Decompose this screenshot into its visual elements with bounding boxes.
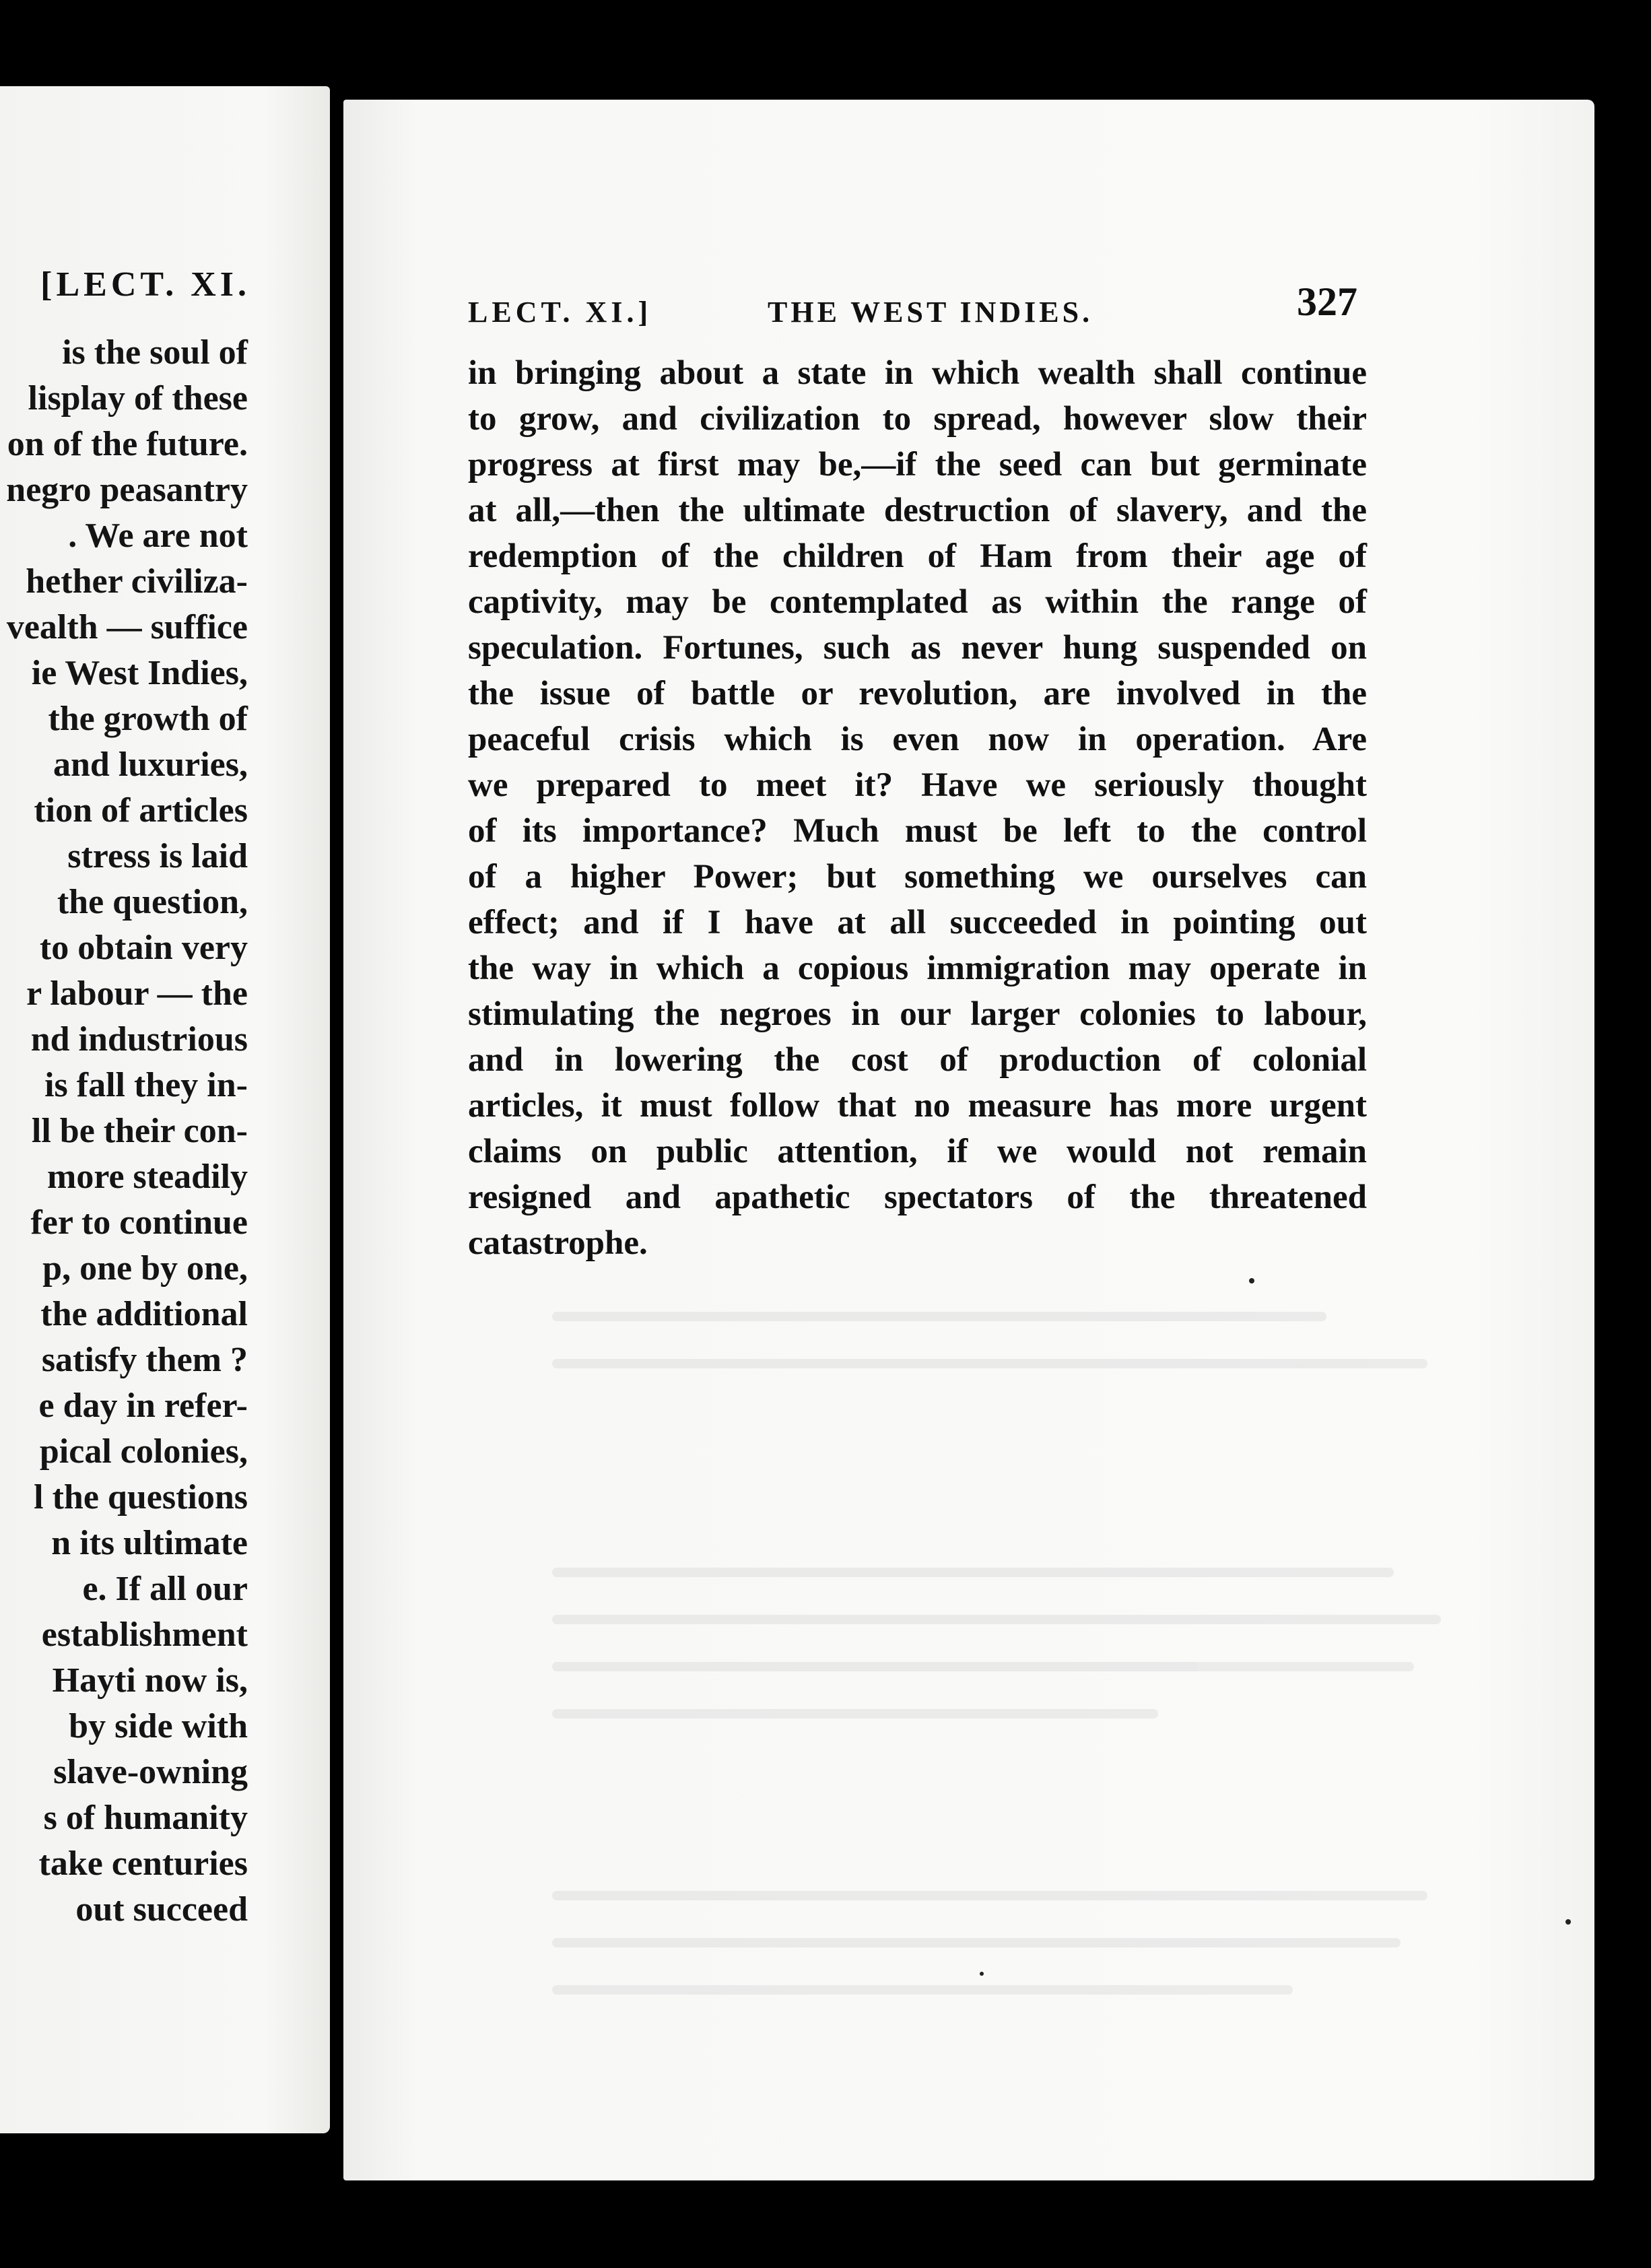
text-line: we prepared to meet it? Have we seriously thought [468, 766, 1367, 804]
running-head-title: THE WEST INDIES. [768, 296, 1093, 329]
text-line: satisfy them ? [41, 1341, 248, 1379]
left-page [0, 86, 330, 2133]
text-line: fer to continue [30, 1203, 248, 1242]
text-line: the issue of battle or revolution, are involved in the [468, 675, 1367, 712]
text-line: ie West Indies, [31, 654, 248, 692]
text-line: redemption of the children of Ham from their age of [468, 537, 1367, 575]
text-line: slave-owning [53, 1753, 248, 1791]
text-line: stimulating the negroes in our larger colonies to labour, [468, 995, 1367, 1033]
text-line: . We are not [68, 516, 248, 555]
text-line: pical colonies, [39, 1432, 248, 1471]
text-line: articles, it must follow that no measure has more urgent [468, 1087, 1367, 1125]
text-line: claims on public attention, if we would not remain [468, 1133, 1367, 1170]
text-line: n its ultimate [51, 1524, 248, 1562]
text-line: hether civiliza- [26, 562, 248, 601]
text-line: the way in which a copious immigration may operate in [468, 949, 1367, 987]
left-page-text [6, 330, 248, 1933]
text-line: captivity, may be contemplated as within the range of [468, 583, 1367, 621]
text-line: out succeed [75, 1890, 248, 1929]
paper-speck [1249, 1278, 1254, 1283]
text-line: to obtain very [39, 929, 248, 967]
text-line: tion of articles [34, 791, 248, 830]
text-line: p, one by one, [42, 1249, 248, 1288]
text-line: ll be their con- [31, 1112, 248, 1150]
text-line: speculation. Fortunes, such as never hung suspended on [468, 629, 1367, 667]
text-line: in bringing about a state in which wealth shall continue [468, 354, 1367, 392]
page-number: 327 [1297, 279, 1357, 324]
left-running-head: [LECT. XI. [40, 265, 250, 304]
text-line: on of the future. [7, 425, 248, 463]
text-line: negro peasantry [6, 471, 248, 509]
text-line: more steadily [47, 1158, 248, 1196]
right-page [343, 100, 1594, 2180]
paper-speck [1565, 1919, 1571, 1925]
bleed-through-text [438, 1285, 1448, 2093]
text-line: e. If all our [82, 1570, 248, 1608]
text-line: stress is laid [67, 837, 248, 875]
text-line: is the soul of [62, 333, 248, 372]
text-line: r labour — the [26, 974, 248, 1013]
text-line: Hayti now is, [52, 1661, 248, 1700]
text-line: and luxuries, [53, 745, 248, 784]
text-line: to grow, and civilization to spread, however slow their [468, 400, 1367, 438]
running-head-lecture: LECT. XI.] [468, 296, 652, 329]
text-line: is fall they in- [44, 1066, 248, 1104]
text-line: the question, [57, 883, 248, 921]
body-paragraph [468, 350, 1367, 1266]
text-line: take centuries [38, 1844, 248, 1883]
text-line: the growth of [48, 700, 248, 738]
text-line: lisplay of these [28, 379, 248, 418]
text-line: of a higher Power; but something we ourselves can [468, 858, 1367, 896]
text-line: resigned and apathetic spectators of the threatened [468, 1178, 1367, 1216]
text-line: nd industrious [30, 1020, 248, 1059]
text-line: s of humanity [43, 1799, 248, 1837]
text-line: by side with [69, 1707, 248, 1745]
text-line: effect; and if I have at all succeeded in pointing out [468, 904, 1367, 941]
text-line: l the questions [34, 1478, 248, 1516]
text-line: at all,—then the ultimate destruction of slavery, and the [468, 492, 1367, 529]
text-line: of its importance? Much must be left to the control [468, 812, 1367, 850]
text-line: peaceful crisis which is even now in operation. Are [468, 721, 1367, 758]
text-line: catastrophe. [468, 1224, 648, 1262]
text-line: the additional [40, 1295, 248, 1333]
text-line: vealth — suffice [6, 608, 248, 646]
text-line: establishment [41, 1615, 248, 1654]
text-line: progress at first may be,—if the seed can but germinate [468, 446, 1367, 483]
text-line: e day in refer- [38, 1387, 248, 1425]
text-line: and in lowering the cost of production of colonial [468, 1041, 1367, 1079]
paper-speck [980, 1972, 984, 1976]
